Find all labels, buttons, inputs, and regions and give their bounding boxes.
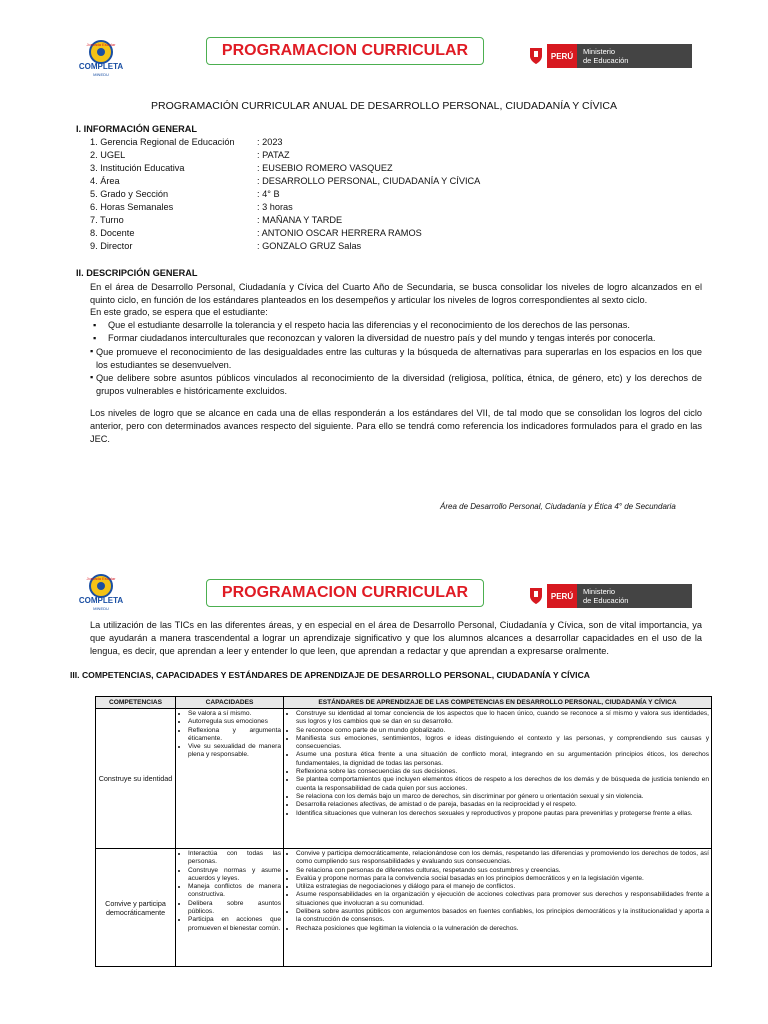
peru-label: PERÚ	[547, 584, 577, 608]
competencia-cell: Convive y participa democráticamente	[96, 849, 176, 967]
estandar-item: • Rechaza posiciones que legitiman la violencia o la vulneración de derechos.	[296, 925, 709, 933]
info-label: 9. Director	[90, 241, 133, 251]
capacidad-item: • Vive su sexualidad de manera plena y responsable.	[188, 743, 281, 760]
estandar-item: • Desarrolla relaciones afectivas, de amistad o de pareja, basadas en la reciprocidad y el respeto.	[296, 801, 709, 809]
educacion-text: de Educación	[583, 596, 629, 605]
ministerio-text: Ministerio	[583, 47, 616, 56]
info-value: : EUSEBIO ROMERO VASQUEZ	[257, 163, 393, 173]
estandar-item: • Se plantea comportamientos que incluyen elementos éticos de respeto a los derechos de los demás y de búsqueda de justicia teniendo en cuenta la responsabilidad de cada quien por sus acciones.	[296, 776, 709, 793]
capacidad-item: • Participa en acciones que promueven el bienestar común.	[188, 916, 281, 933]
column-header: ESTÁNDARES DE APRENDIZAJE DE LAS COMPETENCIAS EN DESARROLLO PERSONAL, CIUDADANÍA Y CÍVICA	[284, 697, 712, 709]
info-label: 4. Área	[90, 176, 120, 186]
banner-title: PROGRAMACION CURRICULAR	[206, 579, 484, 607]
estandar-item: • Se relaciona con los demás bajo un marco de derechos, sin discriminar por género u orientación sexual y sin violencia.	[296, 793, 709, 801]
capacidad-item: • Construye normas y asume acuerdos y leyes.	[188, 867, 281, 884]
capacidad-item: • Reflexiona y argumenta éticamente.	[188, 727, 281, 744]
logo-text-line1: Jornada Escolar	[86, 576, 116, 581]
capacidades-cell	[176, 709, 284, 849]
estandar-item: • Asume una postura ética frente a una situación de conflicto moral, integrando en su argumentación principios éticos, los derechos fundamentales, la dignidad de todas las personas.	[296, 751, 709, 768]
capacidad-item: • Autorregula sus emociones	[188, 718, 281, 726]
minedu-label	[577, 584, 692, 608]
bullet-icon: ▪	[90, 346, 94, 356]
info-label: 8. Docente	[90, 228, 135, 238]
estandares-cell	[284, 849, 712, 967]
estandar-item: • Convive y participa democráticamente, relacionándose con los demás, respetando las diferencias y promoviendo los derechos de todos, así como cumpliendo sus responsabilidades y evaluando sus consecuencias.	[296, 850, 709, 867]
competencies-table	[95, 696, 712, 967]
estandar-item: • Construye su identidad al tomar conciencia de los aspectos que lo hacen único, cuando se reconoce a sí mismo y valora sus identidades, sus logros y los cambios que se dan en su desarrollo.	[296, 710, 709, 727]
column-header: COMPETENCIAS	[96, 697, 176, 709]
info-value: : MAÑANA Y TARDE	[257, 215, 343, 225]
capacidad-item: • Maneja conflictos de manera constructiva.	[188, 883, 281, 900]
section2-lead: En este grado, se espera que el estudiante:	[90, 307, 268, 317]
estandar-item: • Identifica situaciones que vulneran los derechos sexuales y reproductivos y propone pautas para prevenirlas y protegerse frente a ellas.	[296, 810, 709, 818]
info-value: : 3 horas	[257, 202, 293, 212]
expectation-item: Que el estudiante desarrolle la tolerancia y el respeto hacia las diferencias y el reconocimiento de los derechos de las personas.	[108, 320, 630, 330]
table-header-row	[96, 697, 712, 709]
ministerio-text: Ministerio	[583, 587, 616, 596]
competencia-cell: Construye su identidad	[96, 709, 176, 849]
logo-text-line3: MINEDU	[93, 72, 109, 77]
logo-text-line2: COMPLETA	[78, 62, 124, 71]
estandar-item: • Reflexiona sobre las consecuencias de sus decisiones.	[296, 768, 709, 776]
capacidad-item: • Delibera sobre asuntos públicos.	[188, 900, 281, 917]
info-value: : PATAZ	[257, 150, 290, 160]
page-signature: Área de Desarrollo Personal, Ciudadanía y Ética 4° de Secundaria	[440, 502, 676, 511]
banner-title: PROGRAMACION CURRICULAR	[206, 37, 484, 65]
expectation-item: Que promueve el reconocimiento de las desigualdades entre las culturas y la búsqueda de alternativas para superarlas en los espacios en los que los estudiantes se desenvuelven.	[96, 347, 702, 370]
estandar-item: • Manifiesta sus emociones, sentimientos, logros e ideas distinguiendo el contexto y las personas, y comprendiendo sus causas y consecuencias.	[296, 735, 709, 752]
logo-text-line1: Jornada Escolar	[86, 42, 116, 47]
section1-heading: I. INFORMACIÓN GENERAL	[76, 124, 197, 134]
minedu-logo	[525, 584, 692, 608]
estandar-item: • Asume responsabilidades en la organización y ejecución de acciones colectivas para promover sus derechos y responsabilidades frente a situaciones que involucran a su comunidad.	[296, 891, 709, 908]
section2-intro: En el área de Desarrollo Personal, Ciudadanía y Cívica del Cuarto Año de Secundaria, se busca consolidar los niveles de logro alcanzados en el quinto ciclo, en función de los estándares planteados en los desempeños y articular los niveles de logros correspondientes al sexto ciclo.	[90, 282, 702, 305]
tics-paragraph: La utilización de las TICs en las diferentes áreas, y en especial en el área de Desarrollo Personal, Ciudadanía y Cívica, son de vital importancia, ya que ayudarán a manera trascendental a lograr un aprendizaje significativo y que los alumnos alcances a desarrollar capacidades en el uso de la lengua, es decir, que aprendan a leer y entender lo que leen, que aprendan a redactar y que aprendan a expresarse oralmente.	[90, 620, 702, 656]
column-header: CAPACIDADES	[176, 697, 284, 709]
bullet-icon: ▪	[93, 320, 97, 330]
section2-closing: Los niveles de logro que se alcance en cada una de ellas responderán a los estándares del VII, de tal modo que se consolidan los logros del ciclo anterior, pero con determinados avances respecto del siguiente. Para ello se tendrá como referencia los indicadores formulados para el grado en las JEC.	[90, 408, 702, 444]
capacidad-item: • Interactúa con todas las personas.	[188, 850, 281, 867]
educacion-text: de Educación	[583, 56, 629, 65]
info-label: 7. Turno	[90, 215, 124, 225]
estandar-item: • Se relaciona con personas de diferentes culturas, respetando sus costumbres y creencias.	[296, 867, 709, 875]
estandar-item: • Delibera sobre asuntos públicos con argumentos basados en fuentes confiables, los principios democráticos y la institucionalidad y aporta a la construcción de consensos.	[296, 908, 709, 925]
shield-icon	[525, 584, 547, 608]
peru-label: PERÚ	[547, 44, 577, 68]
table-row	[96, 709, 712, 849]
info-label: 1. Gerencia Regional de Educación	[90, 137, 235, 147]
capacidad-item: • Se valora a sí mismo.	[188, 710, 281, 718]
info-value: : 4° B	[257, 189, 280, 199]
section2-heading: II. DESCRIPCIÓN GENERAL	[76, 268, 198, 278]
logo-text-line3: MINEDU	[93, 606, 109, 611]
section3-heading: III. COMPETENCIAS, CAPACIDADES Y ESTÁNDARES DE APRENDIZAJE DE DESARROLLO PERSONAL, CIUDADANÍA Y CÍVICA	[70, 670, 590, 680]
info-value: : ANTONIO OSCAR HERRERA RAMOS	[257, 228, 422, 238]
logo-text-line2: COMPLETA	[78, 596, 124, 605]
estandar-item: • Evalúa y propone normas para la convivencia social basadas en los principios democráticos y en la legislación vigente.	[296, 875, 709, 883]
estandar-item: • Utiliza estrategias de negociaciones y diálogo para el manejo de conflictos.	[296, 883, 709, 891]
info-value: : DESARROLLO PERSONAL, CIUDADANÍA Y CÍVICA	[257, 176, 481, 186]
jec-logo	[72, 572, 130, 612]
bullet-icon: ▪	[90, 372, 94, 382]
expectation-item: Formar ciudadanos interculturales que reconozcan y valoren la diversidad de nuestro país y del mundo y tengas interés por conocerla.	[108, 333, 656, 343]
info-value: : GONZALO GRUZ Salas	[257, 241, 362, 251]
bullet-icon: ▪	[93, 333, 97, 343]
table-row	[96, 849, 712, 967]
estandar-item: • Se reconoce como parte de un mundo globalizado.	[296, 727, 709, 735]
document-title: PROGRAMACIÓN CURRICULAR ANUAL DE DESARROLLO PERSONAL, CIUDADANÍA Y CÍVICA	[151, 100, 617, 112]
estandares-cell	[284, 709, 712, 849]
info-label: 3. Institución Educativa	[90, 163, 185, 173]
info-label: 5. Grado y Sección	[90, 189, 169, 199]
capacidades-cell	[176, 849, 284, 967]
expectation-item: Que delibere sobre asuntos públicos vinculados al reconocimiento de la diversidad (religiosa, política, étnica, de género, etc) y los derechos de grupos vulnerables e históricamente excluidos.	[96, 373, 702, 396]
info-value: : 2023	[257, 137, 283, 147]
info-label: 2. UGEL	[90, 150, 126, 160]
info-label: 6. Horas Semanales	[90, 202, 174, 212]
